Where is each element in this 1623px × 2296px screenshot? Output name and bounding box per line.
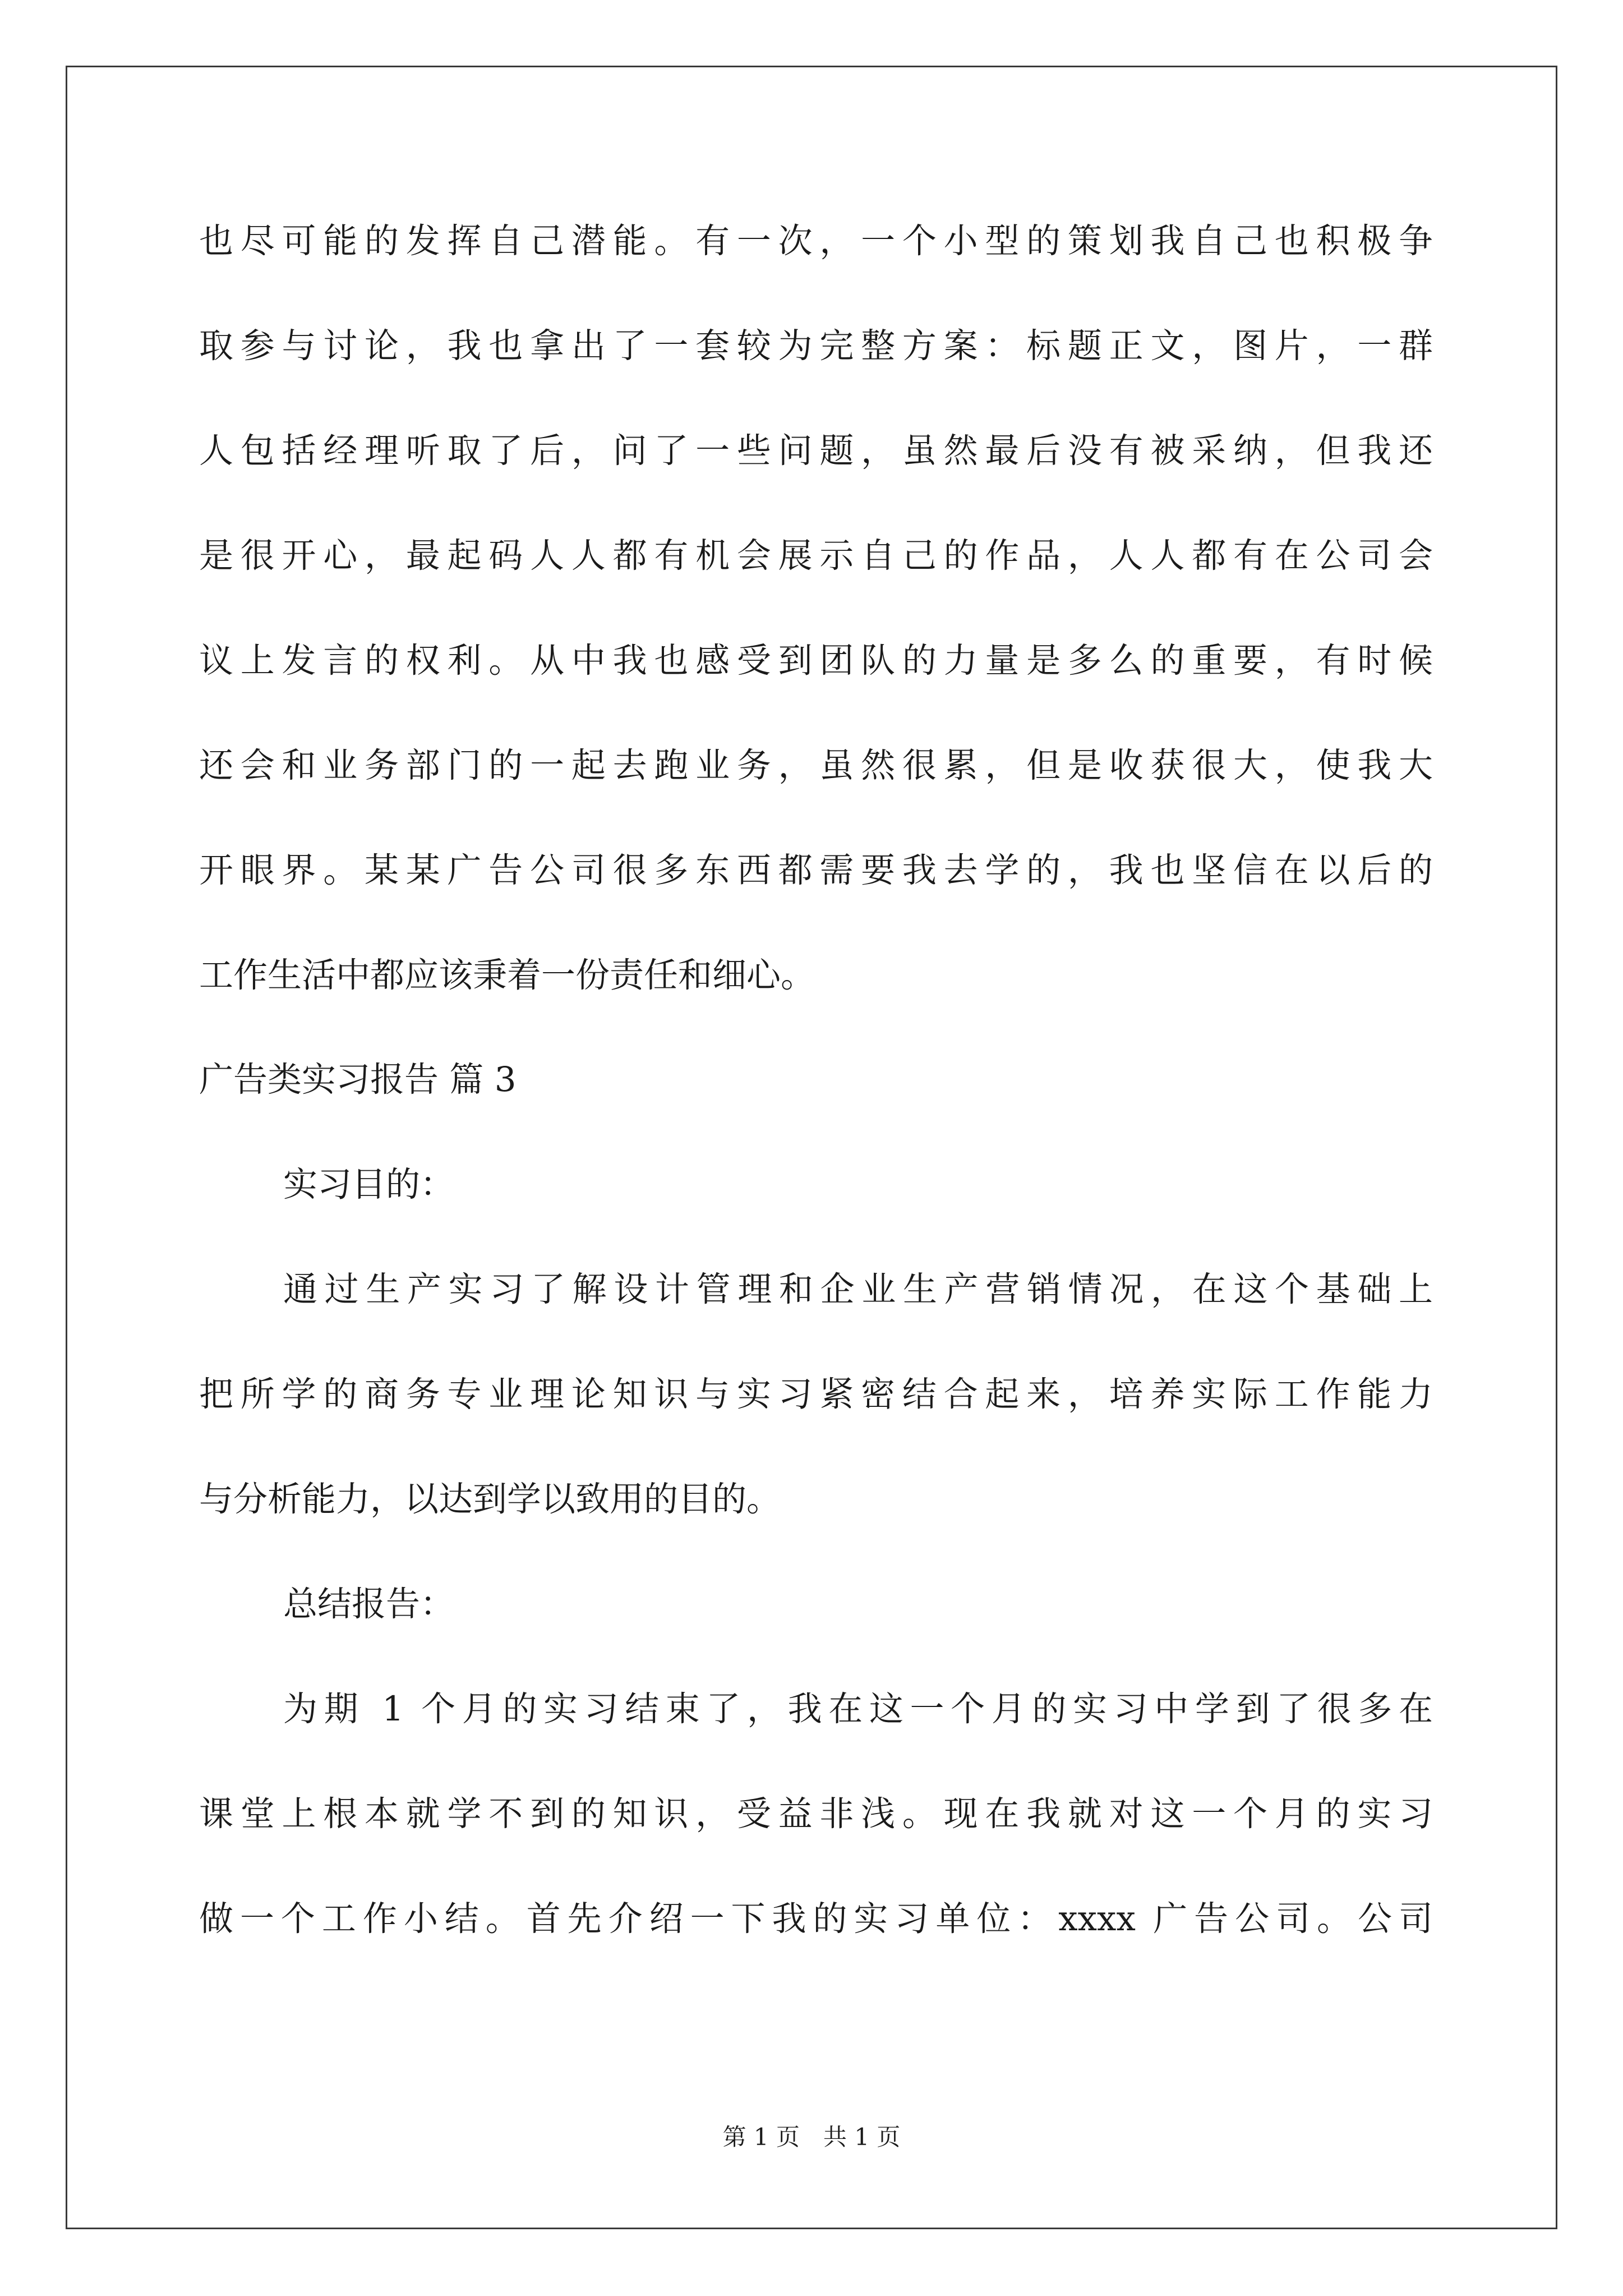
- summary-line: 课堂上根本就学不到的知识，受益非浅。现在我就对这一个月的实习: [199, 1794, 1433, 1834]
- summary-line: 为期 1 个月的实习结束了，我在这一个月的实习中学到了很多在: [283, 1689, 1433, 1729]
- section-title: 广告类实习报告 篇 3: [199, 1060, 517, 1099]
- paragraph-line: 人包括经理听取了后，问了一些问题，虽然最后没有被采纳，但我还: [199, 431, 1433, 471]
- purpose-label: 实习目的：: [283, 1165, 455, 1204]
- page-footer: 第 1 页 共 1 页: [722, 2123, 901, 2151]
- purpose-line: 通过生产实习了解设计管理和企业生产营销情况，在这个基础上: [283, 1269, 1433, 1309]
- purpose-line: 与分析能力，以达到学以致用的目的。: [199, 1479, 781, 1519]
- paragraph-line: 开眼界。某某广告公司很多东西都需要我去学的，我也坚信在以后的: [199, 850, 1433, 890]
- summary-line: 做一个工作小结。首先介绍一下我的实习单位：xxxx 广告公司。公司: [199, 1899, 1433, 1939]
- paragraph-line: 也尽可能的发挥自己潜能。有一次，一个小型的策划我自己也积极争: [199, 221, 1433, 261]
- summary-label: 总结报告：: [283, 1584, 455, 1624]
- paragraph-line: 是很开心，最起码人人都有机会展示自己的作品，人人都有在公司会: [199, 536, 1433, 576]
- paragraph-line: 取参与讨论，我也拿出了一套较为完整方案：标题正文，图片，一群: [199, 326, 1433, 366]
- paragraph-line: 还会和业务部门的一起去跑业务，虽然很累，但是收获很大，使我大: [199, 746, 1433, 785]
- purpose-line: 把所学的商务专业理论知识与实习紧密结合起来，培养实际工作能力: [199, 1374, 1433, 1414]
- paragraph-line: 工作生活中都应该秉着一份责任和细心。: [199, 955, 815, 995]
- paragraph-line: 议上发言的权利。从中我也感受到团队的力量是多么的重要，有时候: [199, 641, 1433, 680]
